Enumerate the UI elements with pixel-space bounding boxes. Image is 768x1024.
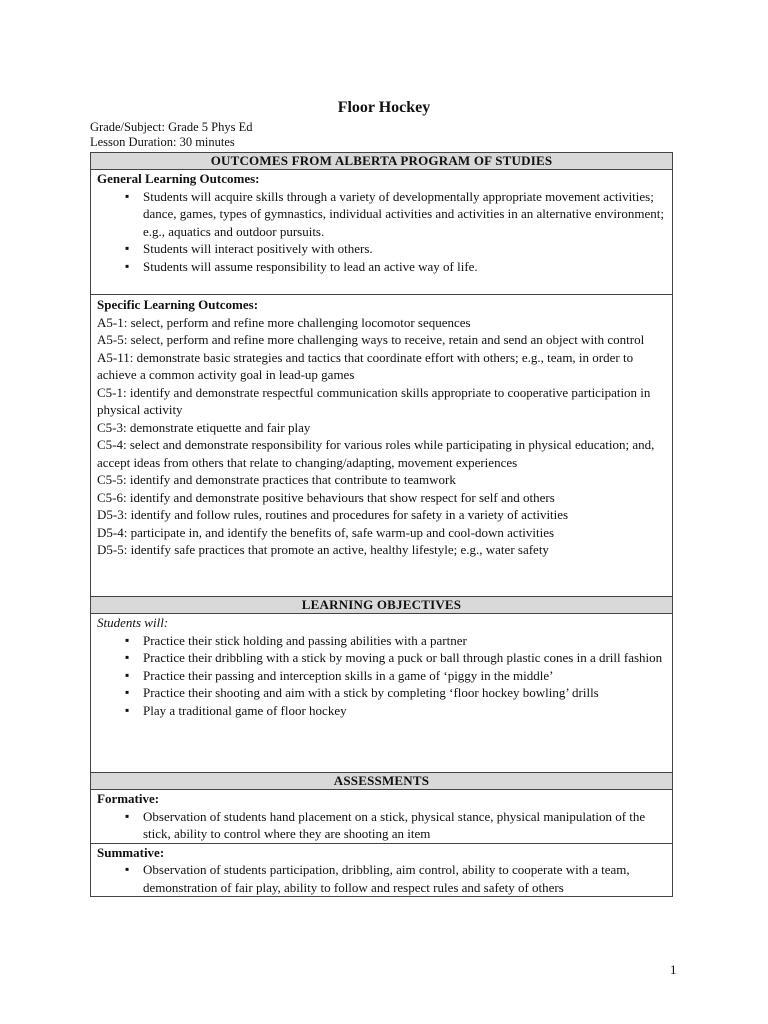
list-item: C5-4: select and demonstrate responsibility for various roles while participating in physical education; and, accept ideas from others that relate to changing/adapting, movement experiences [97, 437, 655, 470]
lesson-duration: Lesson Duration: 30 minutes [90, 135, 235, 149]
list-item: A5-1: select, perform and refine more challenging locomotor sequences [97, 314, 471, 330]
summative-list [97, 861, 666, 896]
summative-title: Summative: [97, 844, 165, 860]
formative-list [97, 808, 666, 843]
general-outcomes-title: General Learning Outcomes: [97, 171, 260, 186]
page-number: 1 [670, 962, 677, 977]
lesson-plan-table [90, 152, 673, 897]
list-item: ▪ Observation of students hand placement on a stick, physical stance, physical manipulation of the stick, ability to control where they are shooting an item [125, 808, 666, 843]
list-item: ▪ Observation of students participation, dribbling, aim control, ability to cooperate with a team, demonstration of fair play, ability to follow and respect rules and safety of others [125, 861, 666, 896]
list-item: ▪ Students will interact positively with others. [125, 240, 666, 258]
list-item: A5-5: select, perform and refine more challenging ways to receive, retain and send an object with control [97, 332, 645, 347]
outcomes-header-row [91, 153, 673, 170]
formative-title: Formative: [97, 791, 160, 806]
specific-outcomes-title: Specific Learning Outcomes: [97, 297, 259, 312]
list-item: ▪ Students will assume responsibility to lead an active way of life. [125, 258, 666, 276]
general-outcomes-row [91, 170, 673, 295]
list-item: C5-5: identify and demonstrate practices that contribute to teamwork [97, 472, 456, 487]
list-item: A5-11: demonstrate basic strategies and tactics that coordinate effort with others; e.g., team, in order to achieve a common activity goal in lead-up games [97, 349, 634, 382]
objectives-row [91, 614, 673, 773]
specific-outcomes-row [91, 295, 673, 597]
objectives-header: LEARNING OBJECTIVES [91, 597, 673, 614]
specific-outcomes-cell [91, 295, 673, 597]
objectives-list [97, 632, 666, 720]
list-item: ▪ Practice their passing and interception skills in a game of ‘piggy in the middle’ [125, 667, 666, 685]
outcomes-header: OUTCOMES FROM ALBERTA PROGRAM OF STUDIES [91, 153, 673, 170]
list-item: C5-3: demonstrate etiquette and fair play [97, 419, 311, 435]
list-item: ▪ Practice their dribbling with a stick by moving a puck or ball through plastic cones in a drill fashion [125, 649, 666, 667]
assessments-header-row [91, 773, 673, 790]
formative-row [91, 790, 673, 844]
list-item: C5-6: identify and demonstrate positive behaviours that show respect for self and others [97, 489, 555, 505]
list-item: ▪ Students will acquire skills through a variety of developmentally appropriate movement activities; dance, games, types of gymnastics, individual activities and activities in an alternative environment; e.g., aquatics and outdoor pursuits. [125, 188, 666, 241]
assessments-header: ASSESSMENTS [91, 773, 673, 790]
list-item: ▪ Play a traditional game of floor hockey [125, 702, 666, 720]
general-outcomes-cell [91, 170, 673, 295]
list-item: D5-5: identify safe practices that promote an active, healthy lifestyle; e.g., water safety [97, 542, 549, 557]
formative-cell [91, 790, 673, 844]
list-item: D5-4: participate in, and identify the benefits of, safe warm-up and cool-down activities [97, 524, 555, 540]
grade-subject: Grade/Subject: Grade 5 Phys Ed [90, 120, 253, 134]
objectives-header-row [91, 597, 673, 614]
general-outcomes-list [97, 188, 666, 276]
list-item: C5-1: identify and demonstrate respectful communication skills appropriate to cooperative participation in physical activity [97, 384, 651, 417]
summative-row [91, 843, 673, 897]
list-item: ▪ Practice their shooting and aim with a stick by completing ‘floor hockey bowling’ drills [125, 684, 666, 702]
objectives-intro: Students will: [97, 615, 169, 630]
list-item: D5-3: identify and follow rules, routines and procedures for safety in a variety of activities [97, 507, 569, 522]
objectives-cell [91, 614, 673, 773]
document-title: Floor Hockey [337, 99, 431, 116]
summative-cell [91, 843, 673, 897]
list-item: ▪ Practice their stick holding and passing abilities with a partner [125, 632, 666, 650]
